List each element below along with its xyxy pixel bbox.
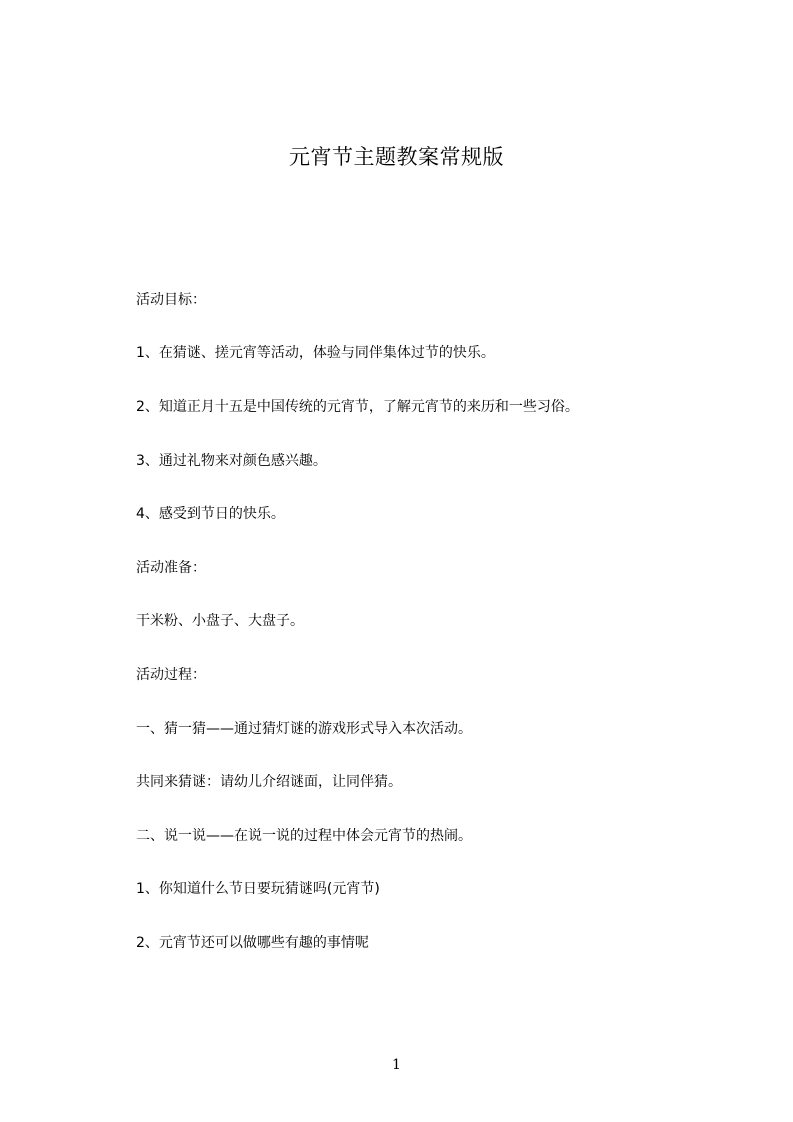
process-step-1-detail: 共同来猜谜：请幼儿介绍谜面，让同伴猜。 [136,774,402,790]
goal-item-4: 4、感受到节日的快乐。 [136,506,285,522]
goal-item-3: 3、通过礼物来对颜色感兴趣。 [136,453,327,469]
document-title: 元宵节主题教案常规版 [289,145,504,169]
goal-item-2: 2、知道正月十五是中国传统的元宵节，了解元宵节的来历和一些习俗。 [136,399,579,415]
preparation-materials: 干米粉、小盘子、大盘子。 [136,613,304,629]
process-step-2: 二、说一说——在说一说的过程中体会元宵节的热闹。 [136,828,472,844]
page-number: 1 [392,1057,401,1073]
process-step-1: 一、猜一猜——通过猜灯谜的游戏形式导入本次活动。 [136,721,472,737]
process-step-2-question-1: 1、你知道什么节日要玩猜谜吗(元宵节) [136,881,380,897]
process-step-2-question-2: 2、元宵节还可以做哪些有趣的事情呢 [136,935,369,951]
section-heading-goals: 活动目标： [136,292,206,308]
section-heading-preparation: 活动准备： [136,560,206,576]
section-heading-process: 活动过程： [136,667,206,683]
goal-item-1: 1、在猜谜、搓元宵等活动，体验与同伴集体过节的快乐。 [136,345,495,361]
